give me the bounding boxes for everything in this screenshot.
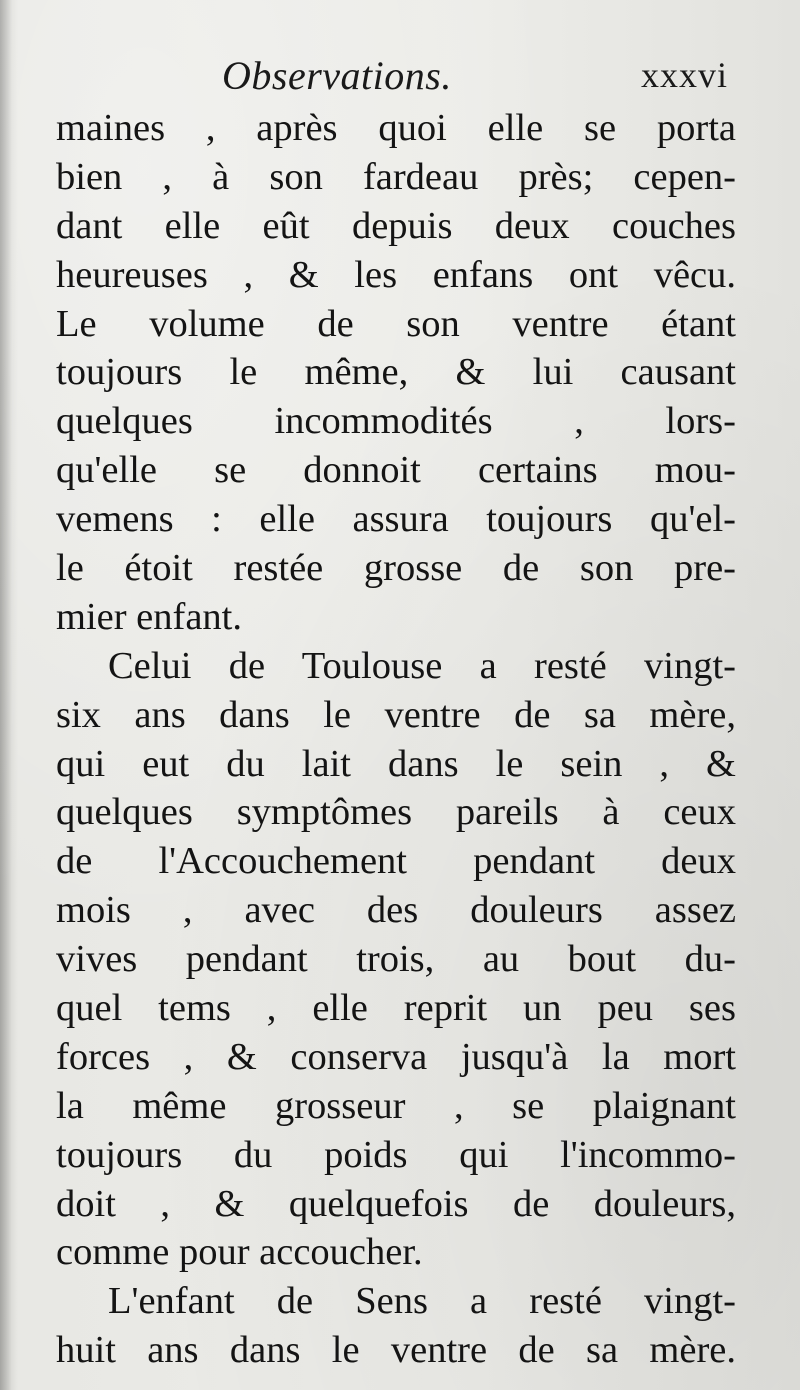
paragraph-start-line: Celui de Toulouse a resté vingt- bbox=[108, 644, 736, 687]
text-line: mier enfant. bbox=[56, 595, 242, 638]
text-line: qui eut du lait dans le sein , & bbox=[56, 742, 736, 785]
text-line: quelques symptômes pareils à ceux bbox=[56, 791, 736, 834]
text-line: vemens : elle assura toujours qu'el- bbox=[56, 498, 736, 541]
text-line: forces , & conserva jusqu'à la mort bbox=[56, 1035, 736, 1078]
text-line: vives pendant trois, au bout du- bbox=[56, 938, 736, 981]
text-line: toujours le même, & lui causant bbox=[56, 351, 736, 394]
text-line: Le volume de son ventre étant bbox=[56, 302, 736, 345]
text-line: six ans dans le ventre de sa mère, bbox=[56, 693, 736, 736]
text-line: mois , avec des douleurs assez bbox=[56, 889, 736, 932]
text-line: quelques incommodités , lors- bbox=[56, 400, 736, 443]
text-line: quel tems , elle reprit un peu ses bbox=[56, 987, 736, 1030]
text-line: maines , après quoi elle se porta bbox=[56, 107, 736, 149]
text-line: la même grosseur , se plaignant bbox=[56, 1084, 736, 1127]
page-header bbox=[0, 52, 800, 102]
paragraph-start-line: L'enfant de Sens a resté vingt- bbox=[108, 1280, 736, 1323]
text-line: bien , à son fardeau près; cepen- bbox=[56, 155, 736, 198]
text-line: dant elle eût depuis deux couches bbox=[56, 204, 736, 247]
text-line: comme pour accoucher. bbox=[56, 1231, 423, 1274]
running-title: Observations. bbox=[222, 53, 452, 98]
page-gutter-shadow bbox=[0, 0, 12, 1390]
text-line: de l'Accouchement pendant deux bbox=[56, 840, 736, 883]
text-line: doit , & quelquefois de douleurs, bbox=[56, 1182, 736, 1225]
text-line: huit ans dans le ventre de sa mère. bbox=[56, 1329, 736, 1372]
body-text bbox=[56, 104, 736, 1375]
text-line: toujours du poids qui l'incommo- bbox=[56, 1133, 736, 1176]
text-line: heureuses , & les enfans ont vêcu. bbox=[56, 253, 736, 296]
text-line: le étoit restée grosse de son pre- bbox=[56, 547, 736, 590]
page-number: xxxvi bbox=[640, 55, 728, 95]
text-line: qu'elle se donnoit certains mou- bbox=[56, 449, 736, 492]
